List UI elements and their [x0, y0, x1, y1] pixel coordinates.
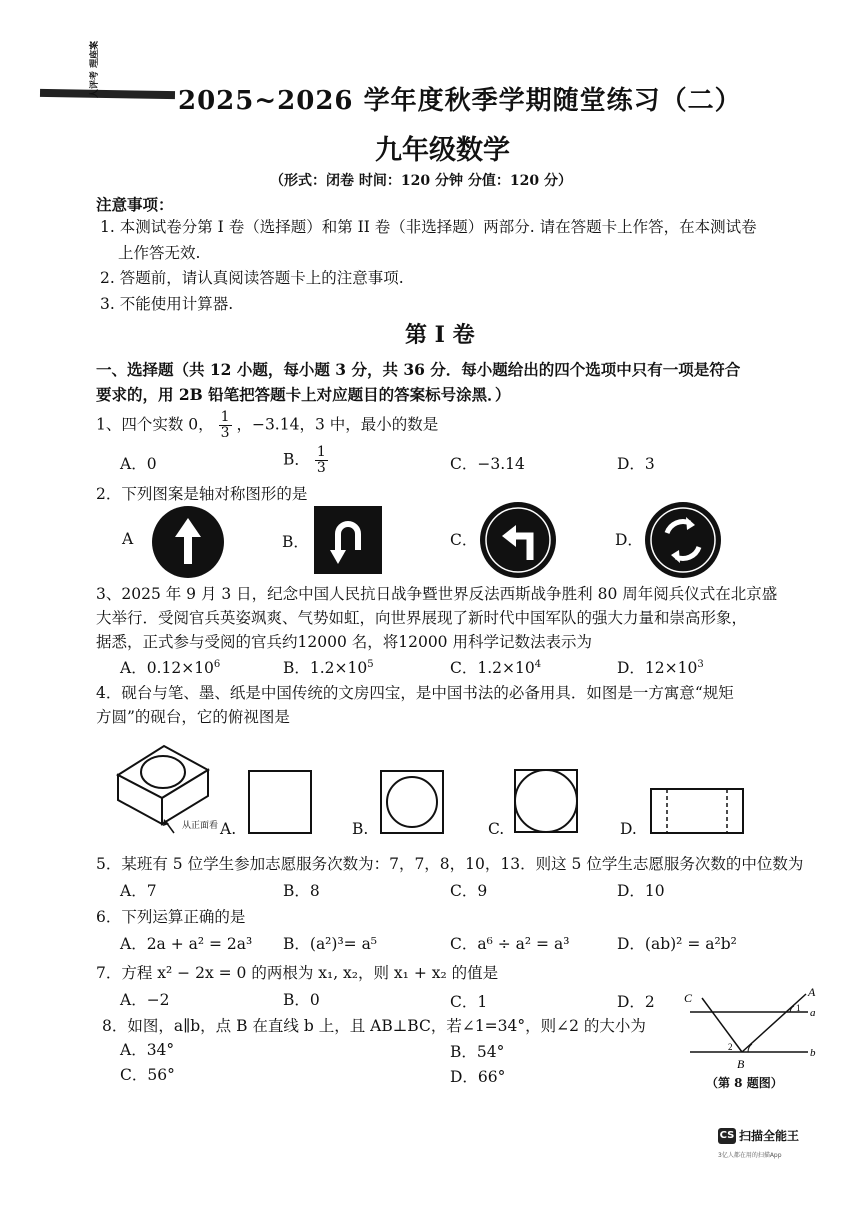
part1-instructions: 一、选择题（共 12 小题，每小题 3 分，共 36 分．每小题给出的四个选项中只有一项是符合 [96, 360, 741, 379]
q5-option-c: C．9 [450, 882, 488, 900]
up-arrow-sign-icon [150, 504, 226, 580]
label-line-a: a [810, 1007, 816, 1019]
q1-option-d: D．3 [617, 455, 655, 473]
notes-item-1: 1. 本测试卷分第 I 卷（选择题）和第 II 卷（非选择题）两部分. 请在答题卡上作答，在本测试卷 [100, 218, 757, 236]
q3-option-a [120, 656, 220, 678]
left-turn-sign-icon [478, 500, 558, 580]
q1-b-num: 1 [316, 444, 326, 460]
q7-option-a: A．−2 [120, 991, 170, 1009]
q7-option-c: C．1 [450, 993, 488, 1011]
q8-stem: 8．如图，a∥b，点 B 在直线 b 上，且 AB⊥BC，若∠1=34°，则∠2 的大小为 [102, 1017, 646, 1035]
q7-option-b: B．0 [283, 991, 320, 1009]
q7-option-d: D．2 [617, 993, 655, 1011]
q4-stem-line1: 4．砚台与笔、墨、纸是中国传统的文房四宝，是中国书法的必备用具．如图是一方寓意“规矩 [96, 684, 734, 702]
q1-stem-b: ，−3.14，3 中，最小的数是 [236, 415, 439, 434]
q8-option-b: B．54° [450, 1043, 505, 1061]
notes-heading: 注意事项： [96, 195, 174, 214]
q8-geometry-figure [680, 984, 820, 1074]
q7-stem: 7．方程 x² − 2x = 0 的两根为 x₁, x₂，则 x₁ + x₂ 的值是 [96, 964, 499, 982]
q1-fraction [219, 410, 232, 441]
roundabout-sign-icon [643, 500, 723, 580]
q8-option-c: C．56° [120, 1066, 175, 1084]
q8-figure-caption: （第 8 题图） [706, 1076, 783, 1090]
q8-option-a: A．34° [120, 1041, 175, 1059]
exam-subject: 九年级数学 [375, 135, 510, 166]
label-b-point: B [737, 1057, 745, 1071]
q2-option-d-label: D． [615, 531, 643, 549]
q1-stem [96, 410, 438, 441]
q1-frac-den: 3 [220, 425, 230, 441]
notes-item-2: 2. 答题前，请认真阅读答题卡上的注意事项. [100, 269, 404, 287]
q5-option-d: D．10 [617, 882, 665, 900]
q4-option-b-figure [380, 770, 444, 834]
label-angle-1: 1 [796, 1003, 801, 1013]
q4-option-c-label: C. [488, 820, 505, 838]
q2-stem: 2．下列图案是轴对称图形的是 [96, 485, 308, 503]
q3-a-base: A．0.12×10 [120, 659, 214, 677]
q5-option-a: A．7 [120, 882, 157, 900]
q6-option-c: C．a⁶ ÷ a² = a³ [450, 935, 570, 953]
q3-option-d [617, 656, 704, 678]
q1-frac-num: 1 [220, 409, 230, 425]
q1-option-b-label: B． [283, 450, 310, 469]
camscanner-icon: CS [718, 1128, 736, 1144]
q3-d-base: D．12×10 [617, 659, 698, 677]
q8-option-d: D．66° [450, 1068, 506, 1086]
q5-option-b: B．8 [283, 882, 320, 900]
q4-option-c-figure [514, 768, 578, 834]
u-turn-sign-icon [314, 506, 382, 574]
label-a-point: A [808, 985, 816, 999]
q3-a-exp: 6 [213, 658, 221, 670]
label-angle-2: 2 [728, 1042, 733, 1052]
notes-item-1-cont: 上作答无效. [118, 244, 201, 262]
scan-artifact-bar [40, 89, 175, 99]
q1-option-b [283, 445, 328, 476]
label-line-b: b [810, 1047, 816, 1059]
q6-option-d: D．(ab)² = a²b² [617, 935, 737, 953]
q3-d-exp: 3 [697, 658, 704, 670]
q2-option-a-label: A [122, 530, 134, 548]
part1-instructions-cont: 要求的，用 2B 铅笔把答题卡上对应题目的答案标号涂黑．） [96, 385, 511, 404]
q6-stem: 6．下列运算正确的是 [96, 908, 246, 926]
label-c: C [684, 991, 693, 1005]
notes-item-3: 3. 不能使用计算器. [100, 295, 234, 313]
camscanner-name: 扫描全能王 [739, 1129, 800, 1143]
q2-option-b-label: B． [282, 533, 309, 551]
exam-meta: （形式：闭卷 时间：120 分钟 分值：120 分） [270, 173, 572, 189]
q6-option-b: B．(a²)³= a⁵ [283, 935, 378, 953]
q3-stem-line3: 据悉，正式参与受阅的官兵约12000 名，将12000 用科学记数法表示为 [96, 633, 592, 651]
q1-stem-a: 1、四个实数 0， [96, 415, 214, 434]
q4-front-view-label: 从正面看 [182, 821, 219, 831]
q4-option-a-label: A. [220, 820, 237, 838]
q3-c-base: C．1.2×10 [450, 659, 535, 677]
q3-option-b [283, 656, 374, 678]
q1-option-a: A．0 [120, 455, 157, 473]
q1-option-b-fraction [315, 445, 328, 476]
q3-stem-line2: 大举行．受阅官兵英姿飒爽、气势如虹，向世界展现了新时代中国军队的强大力量和崇高形象， [96, 609, 748, 627]
q4-option-b-label: B. [352, 820, 369, 838]
corner-stamp: 人评考 理座案 [90, 40, 100, 98]
camscanner-tagline: 3亿人都在用的扫描App [718, 1152, 782, 1159]
section-title: 第 I 卷 [405, 322, 475, 348]
q1-b-den: 3 [316, 460, 326, 476]
segment-bc [702, 998, 742, 1052]
q4-option-d-figure [650, 788, 744, 834]
q3-c-exp: 4 [534, 658, 542, 670]
q4-stem-line2: 方圆”的砚台，它的俯视图是 [96, 708, 290, 726]
q4-option-a-figure [248, 770, 312, 834]
q3-b-base: B．1.2×10 [283, 659, 368, 677]
q2-option-c-label: C． [450, 531, 478, 549]
q3-option-c [450, 656, 541, 678]
q1-option-c: C．−3.14 [450, 455, 525, 473]
q5-stem: 5．某班有 5 位学生参加志愿服务次数为：7，7，8，10，13．则这 5 位学生志愿服务次数的中位数为 [96, 855, 804, 873]
q3-b-exp: 5 [367, 658, 374, 670]
q3-stem-line1: 3、2025 年 9 月 3 日，纪念中国人民抗日战争暨世界反法西斯战争胜利 80 周年阅兵仪式在北京盛 [96, 585, 778, 603]
exam-title: 2025~2026 学年度秋季学期随堂练习（二） [178, 86, 742, 116]
camscanner-logo [718, 1125, 799, 1144]
q6-option-a: A．2a + a² = 2a³ [120, 935, 253, 953]
q4-option-d-label: D. [620, 820, 637, 838]
